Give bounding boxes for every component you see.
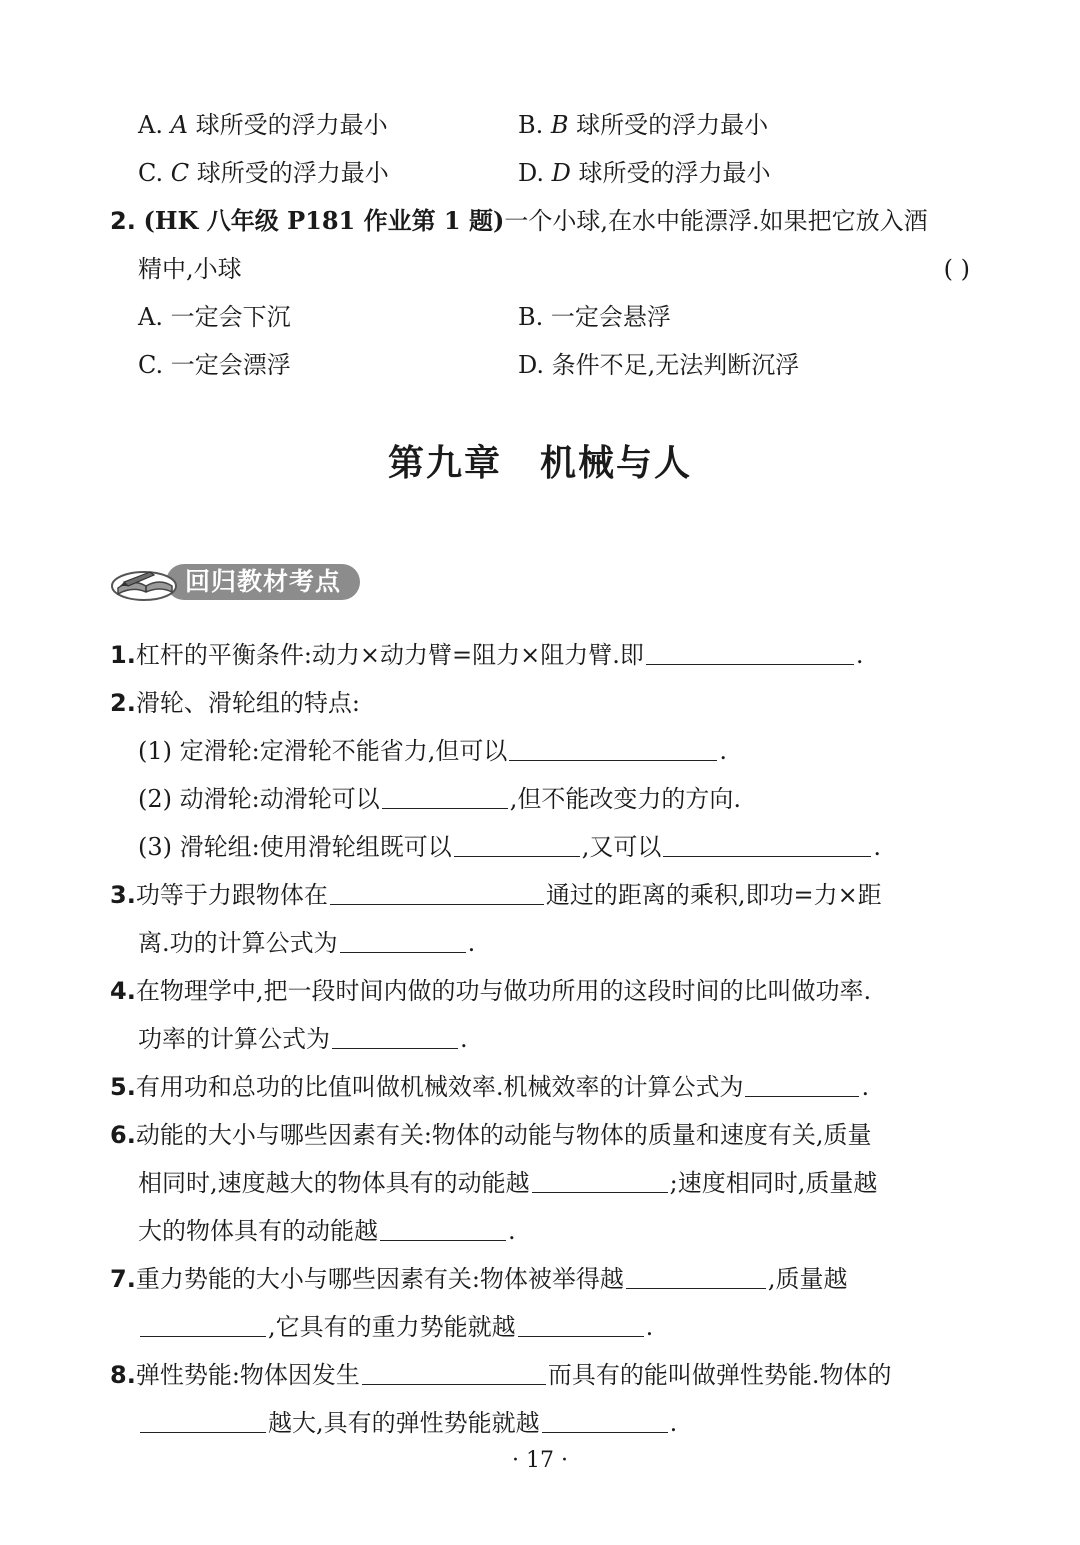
answer-blank[interactable]	[140, 1406, 266, 1433]
answer-blank[interactable]	[380, 1214, 506, 1241]
answer-blank[interactable]	[542, 1406, 668, 1433]
section-badge	[110, 562, 360, 602]
page-number: · 17 ·	[512, 1448, 568, 1473]
answer-blank[interactable]	[330, 878, 544, 905]
answer-blank[interactable]	[518, 1310, 644, 1337]
q2-option-b: B. 一定会悬浮	[518, 303, 671, 331]
item-2-3: (3) 滑轮组:使用滑轮组既可以 ,又可以 .	[138, 830, 970, 864]
answer-blank[interactable]	[663, 830, 871, 857]
item-2-1: (1) 定滑轮:定滑轮不能省力,但可以 .	[138, 734, 970, 768]
answer-blank[interactable]	[340, 926, 466, 953]
q2-stem-line2: 精中,小球 ( )	[138, 252, 970, 286]
item-3-line1: 3.功等于力跟物体在 通过的距离的乘积,即功=力×距	[110, 878, 970, 912]
item-3-line2: 离.功的计算公式为 .	[138, 926, 970, 960]
q2-stem-line1: 2. (HK 八年级 P181 作业第 1 题)一个小球,在水中能漂浮.如果把它放入酒	[110, 206, 928, 235]
item-4-line2: 功率的计算公式为 .	[138, 1022, 970, 1056]
answer-blank[interactable]	[626, 1262, 766, 1289]
item-2-2: (2) 动滑轮:动滑轮可以 ,但不能改变力的方向.	[138, 782, 970, 816]
answer-blank[interactable]	[332, 1022, 458, 1049]
answer-blank[interactable]	[532, 1166, 668, 1193]
answer-blank[interactable]	[140, 1310, 266, 1337]
item-7-line1: 7.重力势能的大小与哪些因素有关:物体被举得越 ,质量越	[110, 1262, 970, 1296]
answer-blank[interactable]	[745, 1070, 859, 1097]
q2-option-a: A. 一定会下沉	[138, 303, 291, 331]
q2-option-d: D. 条件不足,无法判断沉浮	[518, 351, 800, 379]
item-1: 1.杠杆的平衡条件:动力×动力臂=阻力×阻力臂.即 .	[110, 638, 970, 672]
chapter-title: 第九章 机械与人	[387, 443, 692, 484]
answer-blank[interactable]	[382, 782, 508, 809]
answer-blank[interactable]	[646, 638, 854, 665]
book-pen-icon	[110, 562, 180, 602]
item-6-line1: 6.动能的大小与哪些因素有关:物体的动能与物体的质量和速度有关,质量	[110, 1121, 872, 1149]
q1-option-c: C. C 球所受的浮力最小	[138, 159, 389, 187]
item-4-line1: 4.在物理学中,把一段时间内做的功与做功所用的这段时间的比叫做功率.	[110, 977, 872, 1005]
q1-option-a: A. A 球所受的浮力最小	[138, 111, 388, 139]
answer-bracket: ( )	[943, 255, 970, 283]
answer-blank[interactable]	[454, 830, 580, 857]
q2-source: (HK 八年级 P181 作业第 1 题)	[143, 206, 505, 235]
item-6-line3: 大的物体具有的动能越 .	[138, 1214, 970, 1248]
item-5: 5.有用功和总功的比值叫做机械效率.机械效率的计算公式为 .	[110, 1070, 970, 1104]
q2-option-c: C. 一定会漂浮	[138, 351, 291, 379]
item-8-line1: 8.弹性势能:物体因发生 而具有的能叫做弹性势能.物体的	[110, 1358, 970, 1392]
section-title: 回归教材考点	[166, 564, 360, 600]
answer-blank[interactable]	[362, 1358, 546, 1385]
item-8-line2: 越大,具有的弹性势能就越 .	[138, 1406, 970, 1440]
item-6-line2: 相同时,速度越大的物体具有的动能越 ;速度相同时,质量越	[138, 1166, 970, 1200]
item-2: 2.滑轮、滑轮组的特点:	[110, 689, 360, 717]
q1-option-d: D. D 球所受的浮力最小	[518, 159, 771, 187]
q1-option-b: B. B 球所受的浮力最小	[518, 111, 769, 139]
q2-number: 2.	[110, 207, 136, 235]
item-7-line2: ,它具有的重力势能就越 .	[138, 1310, 970, 1344]
answer-blank[interactable]	[509, 734, 717, 761]
